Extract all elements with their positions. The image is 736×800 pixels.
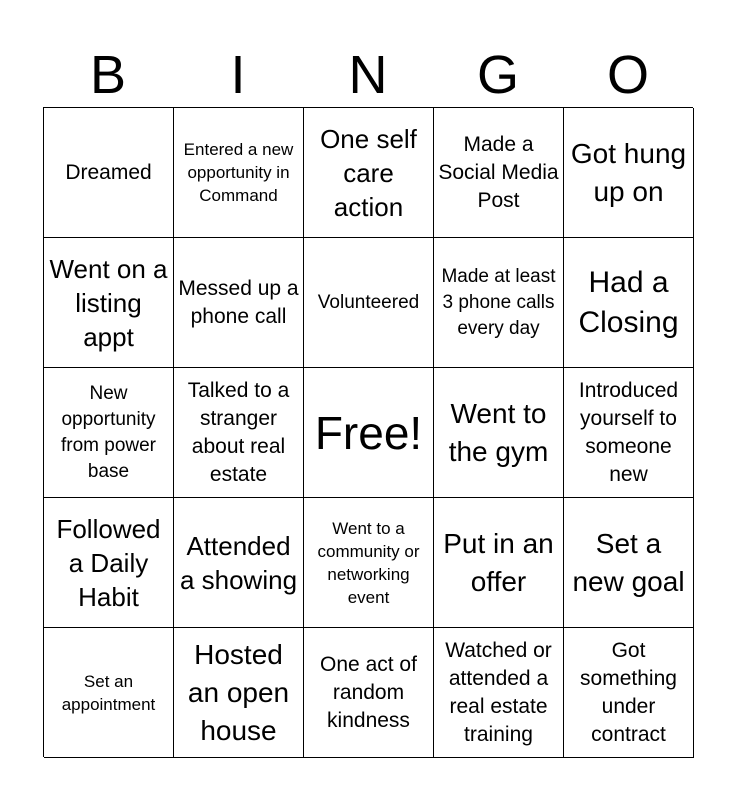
cell-text: Got hung up on	[570, 137, 687, 207]
cell-text: Set a new goal	[572, 527, 685, 597]
cell-text: Made a Social Media Post	[438, 132, 559, 212]
bingo-cell-daily-habit[interactable]	[44, 498, 174, 628]
bingo-cell-free[interactable]	[304, 368, 434, 498]
bingo-cell-talked-to-stranger[interactable]	[174, 368, 304, 498]
cell-text: Attended a showing	[179, 530, 298, 595]
cell-text: Talked to a stranger about real estate	[187, 378, 290, 486]
header-letter-b: B	[89, 45, 127, 105]
bingo-cell-real-estate-training[interactable]	[434, 628, 564, 758]
bingo-cell-networking-event[interactable]	[304, 498, 434, 628]
bingo-cell-set-new-goal[interactable]	[564, 498, 694, 628]
bingo-cell-messed-up-call[interactable]	[174, 238, 304, 368]
bingo-cell-attended-showing[interactable]	[174, 498, 304, 628]
bingo-cell-listing-appt[interactable]	[44, 238, 174, 368]
cell-text: New opportunity from power base	[60, 382, 157, 482]
cell-text: Set an appointment	[61, 671, 156, 714]
bingo-cell-social-media-post[interactable]	[434, 108, 564, 238]
cell-text: Went to the gym	[448, 397, 549, 467]
cell-text: Hosted an open house	[187, 638, 290, 746]
bingo-cell-three-phone-calls[interactable]	[434, 238, 564, 368]
header-letter-n: N	[348, 45, 388, 105]
bingo-cell-open-house[interactable]	[174, 628, 304, 758]
bingo-grid	[43, 107, 693, 757]
bingo-cell-self-care[interactable]	[304, 108, 434, 238]
cell-text: Watched or attended a real estate training	[445, 638, 552, 746]
cell-text: Made at least 3 phone calls every day	[441, 265, 556, 339]
cell-text: Got something under contract	[580, 638, 677, 746]
cell-text: Dreamed	[65, 160, 152, 184]
bingo-cell-went-to-gym[interactable]	[434, 368, 564, 498]
cell-text: Followed a Daily Habit	[56, 513, 161, 612]
bingo-header	[43, 44, 693, 106]
cell-text: Messed up a phone call	[178, 276, 299, 328]
bingo-cell-put-in-offer[interactable]	[434, 498, 564, 628]
cell-text: Entered a new opportunity in Command	[183, 140, 294, 205]
cell-text: Went to a community or networking event	[317, 518, 420, 607]
header-letter-g: G	[476, 45, 519, 105]
cell-text: Had a Closing	[578, 265, 679, 339]
header-letter-o: O	[606, 45, 649, 105]
bingo-cell-volunteered[interactable]	[304, 238, 434, 368]
bingo-cell-entered-opportunity[interactable]	[174, 108, 304, 238]
bingo-cell-hung-up-on[interactable]	[564, 108, 694, 238]
bingo-cell-introduced-yourself[interactable]	[564, 368, 694, 498]
cell-text: Free!	[314, 406, 423, 459]
cell-text: One self care action	[320, 123, 417, 222]
bingo-cell-had-closing[interactable]	[564, 238, 694, 368]
bingo-cell-under-contract[interactable]	[564, 628, 694, 758]
header-letter-i: I	[230, 45, 246, 105]
cell-text: One act of random kindness	[320, 652, 417, 732]
bingo-cell-set-appointment[interactable]	[44, 628, 174, 758]
cell-text: Went on a listing appt	[49, 253, 168, 352]
bingo-cell-dreamed[interactable]	[44, 108, 174, 238]
bingo-cell-power-base[interactable]	[44, 368, 174, 498]
cell-text: Introduced yourself to someone new	[578, 378, 679, 486]
cell-text: Volunteered	[317, 291, 420, 313]
cell-text: Put in an offer	[443, 527, 554, 597]
bingo-cell-random-kindness[interactable]	[304, 628, 434, 758]
